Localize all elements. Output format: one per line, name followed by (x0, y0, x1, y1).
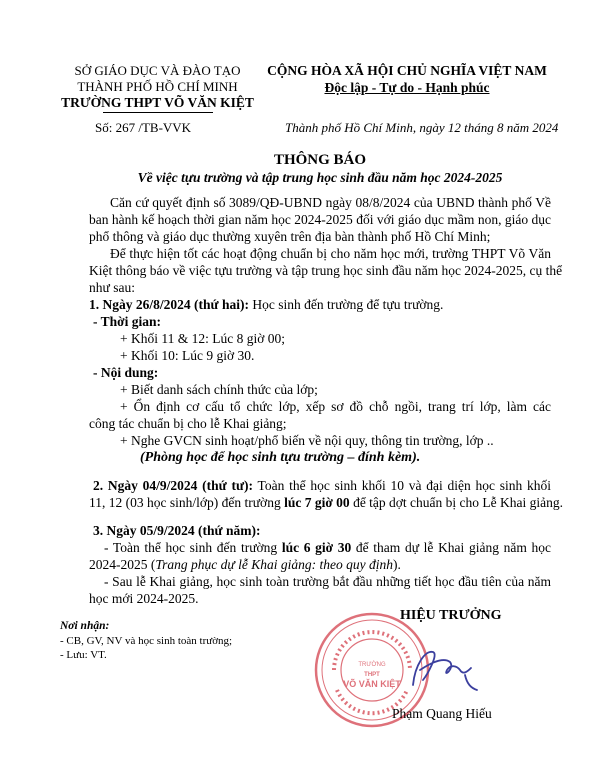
section3-heading: 3. Ngày 05/9/2024 (thứ năm): (93, 523, 261, 538)
place-date-prefix: Thành phố Hồ Chí Minh, ngày (285, 120, 448, 135)
motto: Độc lập - Tự do - Hạnh phúc (324, 80, 490, 95)
recipient-1: - CB, GV, NV và học sinh toàn trường; (60, 635, 233, 647)
document-number: Số: 267 /TB-VVK (95, 120, 192, 135)
section2-line1 (93, 477, 551, 494)
section1-date: 1. Ngày 26/8/2024 (thứ hai): (89, 297, 249, 312)
dress-code: Trang phục dự lễ Khai giảng: theo quy định (155, 557, 393, 572)
svg-text:TRƯỜNG: TRƯỜNG (358, 662, 386, 668)
section3-line2-c: ). (392, 557, 401, 572)
section3-line1-c: để tham dự lễ Khai giảng năm học (351, 540, 551, 555)
place-date (285, 120, 558, 136)
para1-line3: phổ thông và giáo dục thường xuyên trên địa bàn thành phố Hồ Chí Minh; (89, 229, 491, 244)
city-name: THÀNH PHỐ HỒ CHÍ MINH (77, 79, 238, 94)
school-name: TRƯỜNG THPT VÕ VĂN KIỆT (61, 95, 254, 110)
para2-line3: như sau: (89, 280, 135, 295)
para2-line2: Kiệt thông báo về việc tựu trường và tập trung học sinh đầu năm học 2024-2025, cụ thể (89, 263, 563, 278)
document-subtitle: Về việc tựu trường và tập trung học sinh đầu năm học 2024-2025 (137, 170, 503, 185)
time-item-2: + Khối 10: Lúc 9 giờ 30. (120, 348, 255, 363)
section2-date: 2. Ngày 04/9/2024 (thứ tư): (93, 478, 254, 493)
time-label: - Thời gian: (93, 314, 161, 329)
header-left-underline (103, 112, 213, 113)
department-name: SỞ GIÁO DỤC VÀ ĐÀO TẠO (74, 63, 241, 78)
signature (405, 640, 485, 695)
para1-line2: ban hành kế hoạch thời gian năm học 2024-2025 đối với giáo dục mầm non, giáo dục (89, 212, 551, 227)
section3-line2 (89, 556, 551, 573)
year-label: năm 2024 (503, 120, 559, 135)
recipients-label: Nơi nhận: (60, 620, 110, 632)
section1-heading (89, 296, 551, 313)
issuing-authority (55, 63, 260, 113)
section3-line4: học mới 2024-2025. (89, 591, 199, 606)
section1-text: Học sinh đến trường để tựu trường. (248, 297, 444, 312)
content-item-1: + Biết danh sách chính thức của lớp; (120, 382, 318, 397)
content-item-3: + Nghe GVCN sinh hoạt/phổ biến về nội quy, thông tin trường, lớp .. (120, 433, 494, 448)
svg-text:THPT: THPT (364, 672, 380, 678)
section2-line2-a: 11, 12 (03 học sinh/lớp) đến trường (89, 495, 285, 510)
para2-line1: Để thực hiện tốt các hoạt động chuẩn bị cho năm học mới, trường THPT Võ Văn (110, 246, 551, 261)
section3-time: lúc 6 giờ 30 (281, 540, 352, 555)
recipient-2: - Lưu: VT. (60, 649, 107, 661)
para1-line1: Căn cứ quyết định số 3089/QĐ-UBND ngày 08/8/2024 của UBND thành phố Về (110, 195, 551, 210)
section2-line2-c: để tập dợt chuẩn bị cho Lễ Khai giảng. (349, 495, 564, 510)
section3-line2-a: 2024-2025 ( (89, 557, 156, 572)
svg-text:VÕ VĂN KIỆT: VÕ VĂN KIỆT (343, 679, 401, 689)
room-note: (Phòng học để học sinh tựu trường – đính kèm). (140, 450, 421, 465)
section3-line1 (104, 539, 551, 556)
section3-line3: - Sau lễ Khai giảng, học sinh toàn trường bắt đầu những tiết học đầu tiên của năm (104, 574, 551, 589)
month-label: tháng (460, 120, 497, 135)
section2-line2 (89, 494, 564, 511)
country-name: CỘNG HÒA XÃ HỘI CHỦ NGHĨA VIỆT NAM (267, 63, 547, 78)
content-label: - Nội dung: (93, 365, 159, 380)
section2-text: Toàn thể học sinh khối 10 và đại diện học sinh khối (253, 478, 551, 493)
date-day: 12 (447, 120, 461, 135)
document-title: THÔNG BÁO (273, 152, 367, 168)
content-item-2-line2: công tác chuẩn bị cho lễ Khai giảng; (89, 416, 287, 431)
signer-title: HIỆU TRƯỞNG (400, 608, 502, 623)
date-month: 8 (497, 120, 504, 135)
section2-time: lúc 7 giờ 00 (284, 495, 350, 510)
time-item-1: + Khối 11 & 12: Lúc 8 giờ 00; (120, 331, 285, 346)
national-motto (262, 63, 552, 97)
section3-line1-a: - Toàn thể học sinh đến trường (104, 540, 282, 555)
content-item-2-line1: + Ổn định cơ cấu tổ chức lớp, xếp sơ đồ chỗ ngồi, trang trí lớp, làm các (120, 399, 551, 414)
signer-name: Phạm Quang Hiếu (392, 706, 492, 721)
